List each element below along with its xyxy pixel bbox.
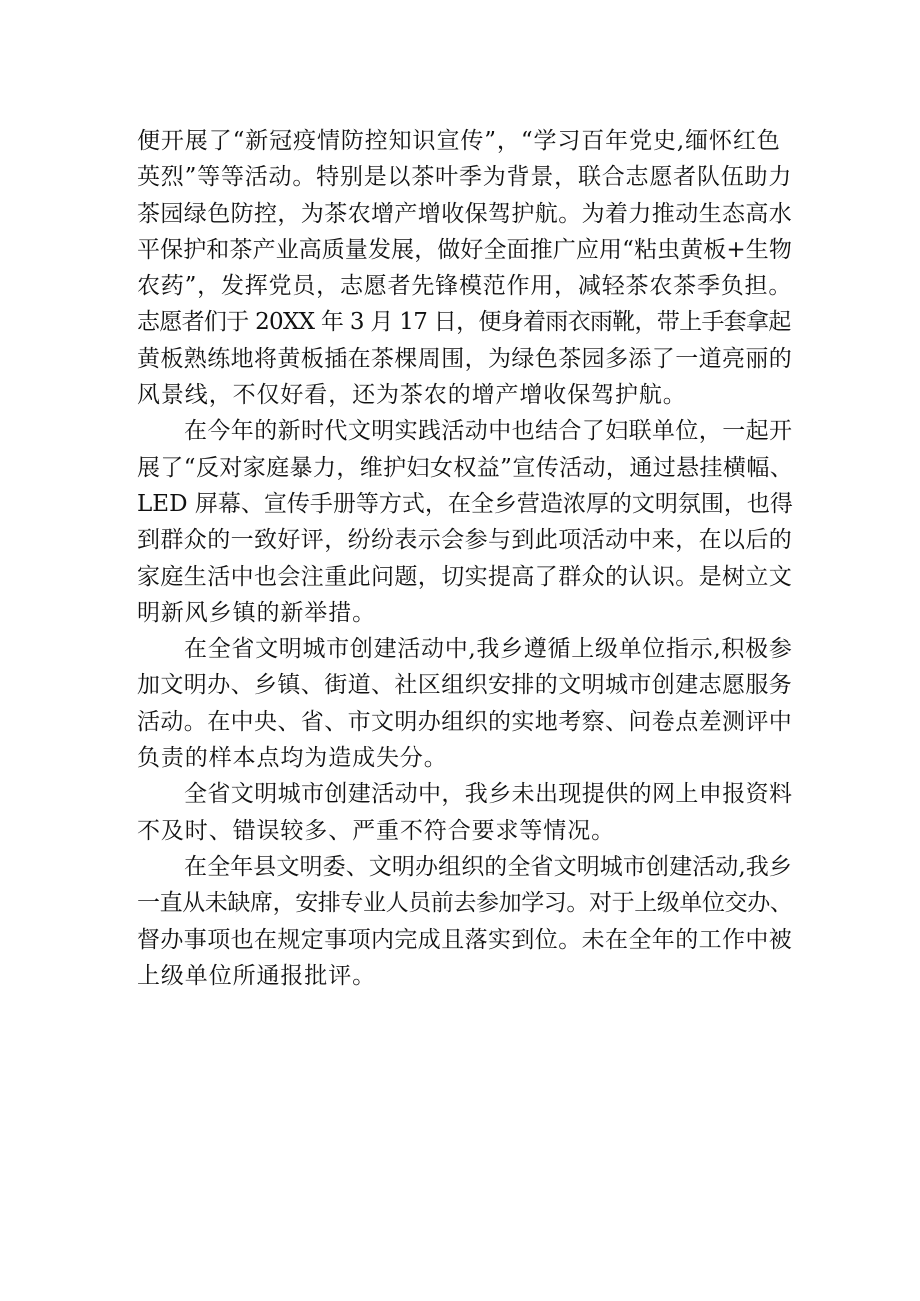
paragraph-line: 一直从未缺席，安排专业人员前去参加学习。对于上级单位交办、 xyxy=(137,890,793,917)
paragraph-line: 志愿者们于 20XX 年 3 月 17 日，便身着雨衣雨靴，带上手套拿起 xyxy=(137,309,791,336)
paragraph-1 xyxy=(137,123,793,413)
paragraph-line: LED 屏幕、宣传手册等方式，在全乡营造浓厚的文明氛围，也得 xyxy=(137,490,793,517)
paragraph-line: 全省文明城市创建活动中，我乡未出现提供的网上申报资料 xyxy=(184,781,793,808)
paragraph-line: 风景线，不仅好看，还为茶农的增产增收保驾护航。 xyxy=(137,382,687,409)
paragraph-line: 到群众的一致好评，纷纷表示会参与到此项活动中来，在以后的 xyxy=(137,527,793,554)
paragraph-5 xyxy=(137,849,793,994)
paragraph-line: 平保护和茶产业高质量发展，做好全面推广应用“粘虫黄板+生物 xyxy=(137,236,792,263)
paragraph-line: 加文明办、乡镇、街道、社区组织安排的文明城市创建志愿服务 xyxy=(137,672,793,699)
paragraph-4 xyxy=(137,776,793,849)
paragraph-line: 明新风乡镇的新举措。 xyxy=(137,599,376,626)
paragraph-line: 农药”，发挥党员，志愿者先锋模范作用，减轻茶农茶季负担。 xyxy=(137,273,793,300)
paragraph-line: 不及时、错误较多、严重不符合要求等情况。 xyxy=(137,817,615,844)
paragraph-line: 茶园绿色防控，为茶农增产增收保驾护航。为着力推动生态高水 xyxy=(137,200,793,227)
paragraph-line: 上级单位所通报批评。 xyxy=(137,962,376,989)
paragraph-line: 黄板熟练地将黄板插在茶棵周围，为绿色茶园多添了一道亮丽的 xyxy=(137,345,793,372)
paragraph-line: 在全年县文明委、文明办组织的全省文明城市创建活动,我乡 xyxy=(184,853,793,880)
paragraph-line: 活动。在中央、省、市文明办组织的实地考察、问卷点差测评中 xyxy=(137,708,793,735)
paragraph-line: 负责的样本点均为造成失分。 xyxy=(137,745,448,772)
paragraph-2 xyxy=(137,413,793,631)
paragraph-line: 督办事项也在规定事项内完成且落实到位。未在全年的工作中被 xyxy=(137,926,793,953)
paragraph-line: 家庭生活中也会注重此问题，切实提高了群众的认识。是树立文 xyxy=(137,563,793,590)
paragraph-line: 展了“反对家庭暴力，维护妇女权益”宣传活动，通过悬挂横幅、 xyxy=(137,454,794,481)
paragraph-line: 便开展了“新冠疫情防控知识宣传”，“学习百年党史,缅怀红色 xyxy=(137,128,781,154)
paragraph-line: 在今年的新时代文明实践活动中也结合了妇联单位，一起开 xyxy=(184,418,793,445)
document-body xyxy=(137,123,793,994)
paragraph-line: 在全省文明城市创建活动中,我乡遵循上级单位指示,积极参 xyxy=(184,636,793,663)
paragraph-3 xyxy=(137,631,793,776)
paragraph-line: 英烈”等等活动。特别是以茶叶季为背景，联合志愿者队伍助力 xyxy=(137,164,793,191)
